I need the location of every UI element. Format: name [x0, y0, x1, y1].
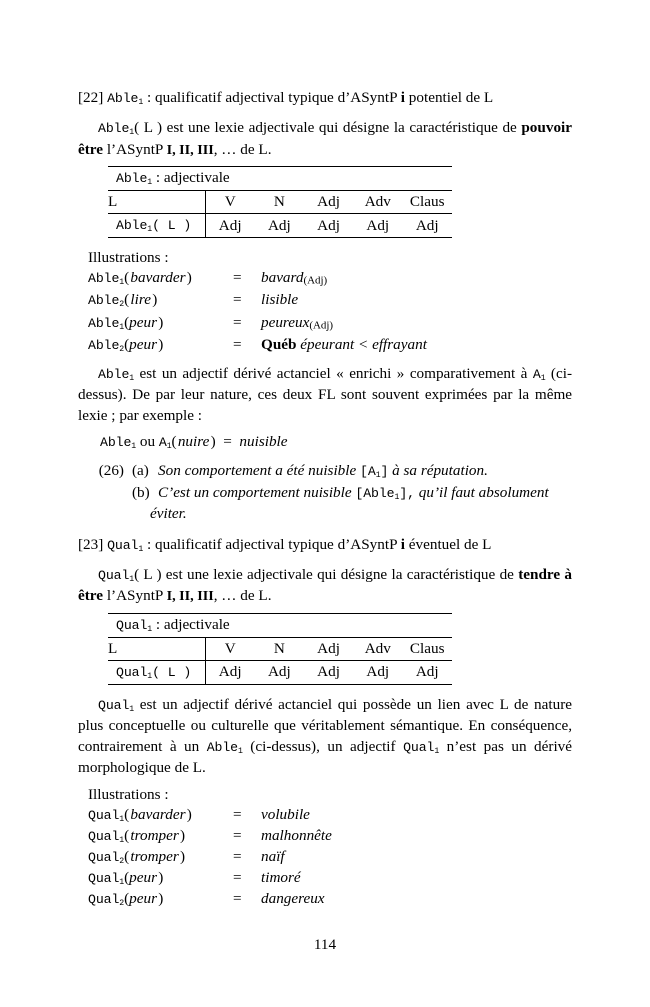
formula-argument: nuire: [177, 433, 210, 451]
illustration-result-prefix: Québ: [261, 335, 297, 353]
example-sentence: C’est un comportement nuisible: [158, 483, 356, 501]
illustration-lhs: Qual$_1$( tromper ): [88, 826, 186, 845]
table-cell-adv-qual: Adj: [353, 660, 402, 684]
paragraph-text-22-c: , … de L.: [213, 140, 272, 158]
fl-table-able: [108, 166, 452, 238]
commentary-ref-23: Able$_1$: [206, 739, 243, 756]
illustrations-able: [82, 248, 572, 356]
example-continuation: éviter.: [150, 505, 187, 523]
illustration-row: [88, 268, 572, 290]
illustration-argument: tromper: [130, 826, 179, 844]
table-header-row-able: [108, 191, 452, 214]
illustration-result: malhonnête: [261, 826, 332, 844]
example-text: [158, 461, 572, 483]
illustration-equals: =: [233, 335, 242, 353]
example-row: [78, 461, 572, 483]
example-annotation: [Able$_1$],: [355, 485, 415, 502]
example-sentence-tail: qu’il faut absolument: [414, 483, 549, 501]
illustration-equals: =: [233, 269, 242, 286]
formula-conjunction: ou: [136, 433, 159, 451]
illustration-rhs: [261, 805, 572, 826]
illustration-row: [88, 805, 572, 826]
table-header-cell-n: N: [255, 191, 304, 214]
table-caption-able: Able$_1$ : adjectivale: [108, 167, 452, 191]
illustration-argument: peur: [129, 313, 157, 331]
table-header-cell-n: N: [255, 637, 304, 660]
paragraph-text-22-a: ( L ) est une lexie adjectivale qui désigne la caractéristique de: [134, 119, 522, 136]
table-cell-n-qual: Adj: [255, 660, 304, 684]
illustrations-title-able: Illustrations :: [88, 249, 169, 266]
entry-definition-tail-23: éventuel de L: [405, 535, 492, 553]
entry-heading-23: [78, 535, 572, 556]
illustration-equals: =: [233, 291, 242, 309]
illustration-lhs: Qual$_2$( tromper ): [88, 847, 186, 866]
table-cell-claus-able: Adj: [402, 214, 452, 238]
entry-number-22: [22]: [78, 89, 104, 106]
asyntp-index-23: i: [400, 535, 405, 553]
example-number: (26): [98, 462, 124, 480]
commentary-text-22-a: est un adjectif dérivé actanciel « enrichi » comparativement à: [134, 364, 533, 382]
entry-paragraph-23: [78, 565, 572, 607]
bold-phrase-23: tendre à être: [78, 565, 572, 605]
example-number-spacer: [78, 483, 132, 505]
table-header-cell-v: V: [205, 637, 255, 660]
illustration-equals: =: [233, 889, 242, 907]
table-value-row-qual: [108, 660, 452, 684]
table-cell-adj-able: Adj: [304, 214, 353, 238]
illustration-rhs: [261, 826, 572, 847]
illustration-result-tag: (Adj): [309, 318, 334, 331]
table-row-label-able: Able$_1$( L ): [108, 214, 205, 238]
illustration-lhs: Able$_2$( lire ): [88, 291, 158, 310]
paragraph-text-22-b: l’ASyntP: [103, 140, 167, 158]
table-row-label-qual: Qual$_1$( L ): [108, 660, 205, 684]
illustration-lhs: Able$_1$( bavarder ): [88, 269, 192, 287]
table-header-cell-adv: Adv: [353, 191, 402, 214]
table-caption-row-qual: [108, 613, 452, 637]
illustration-rhs: [261, 268, 572, 290]
example-sentence-tail: à sa réputation.: [388, 462, 488, 480]
lead-term-22: Able$_1$: [98, 121, 135, 137]
commentary-lead-22: Able$_1$: [98, 366, 135, 383]
illustration-argument: lire: [130, 291, 151, 309]
illustration-result: dangereux: [261, 889, 325, 907]
illustration-row: [88, 290, 572, 312]
table-header-cell-adj: Adj: [304, 191, 353, 214]
illustration-equals: =: [233, 847, 242, 865]
roman-numerals-22: I, II, III: [166, 141, 214, 158]
entry-commentary-23: [78, 695, 572, 779]
entry-definition-23: : qualificatif adjectival typique d’ASyntP: [143, 535, 401, 553]
entry-term-22: Able$_1$: [107, 91, 144, 107]
illustration-result: lisible: [261, 291, 299, 309]
example-text: [158, 483, 572, 505]
table-header-cell-adj: Adj: [304, 637, 353, 660]
illustration-argument: peur: [129, 868, 157, 886]
illustration-rhs: [261, 889, 572, 910]
fl-table-qual: [108, 613, 452, 685]
table-header-row-qual: [108, 637, 452, 660]
entry-term-23: Qual$_1$: [107, 537, 144, 554]
table-cell-adv-able: Adj: [353, 214, 402, 238]
illustration-rhs: [261, 868, 572, 889]
entry-paragraph-22: [78, 118, 572, 160]
illustration-row: [88, 847, 572, 868]
illustration-argument: tromper: [130, 847, 179, 865]
illustration-result-tag: (Adj): [303, 274, 328, 287]
table-header-cell-v: V: [205, 191, 255, 214]
table-header-cell-adv: Adv: [353, 637, 402, 660]
entry-commentary-22: [78, 364, 572, 427]
illustration-lhs: Qual$_1$( bavarder ): [88, 805, 192, 824]
table-header-cell-claus: Claus: [402, 637, 452, 660]
illustration-rhs: [261, 847, 572, 868]
table-value-row-able: [108, 214, 452, 238]
illustration-equals: =: [233, 313, 242, 331]
examples-block-26: [78, 461, 572, 525]
commentary-text-22-b: (ci-dessus). De par leur nature, ces deux FL sont souvent exprimées par la même lexie ; par exemple :: [78, 364, 573, 424]
entry-heading-22: [78, 88, 572, 109]
illustration-argument: bavarder: [130, 805, 186, 823]
example-annotation: $[A_1]$: [360, 464, 389, 481]
paragraph-text-23-b: l’ASyntP: [103, 587, 167, 605]
table-cell-n-able: Adj: [255, 214, 304, 238]
table-caption-qual: Qual$_1$ : adjectivale: [108, 613, 452, 637]
illustration-equals: =: [233, 805, 242, 823]
illustration-lhs: Qual$_1$(peur ): [88, 868, 164, 887]
illustration-rhs: [261, 313, 572, 335]
illustration-argument: bavarder: [130, 269, 186, 286]
table-cell-v-able: Adj: [205, 214, 255, 238]
illustration-row: [88, 335, 572, 356]
illustration-rhs: [261, 290, 572, 312]
page-number: 114: [313, 936, 337, 953]
bold-phrase-22: pouvoir être: [78, 119, 572, 158]
illustration-lhs: Qual$_2$(peur ): [88, 889, 164, 908]
table-header-cell-l: L: [108, 191, 205, 214]
table-header-cell-claus: Claus: [402, 191, 452, 214]
illustration-row: [88, 313, 572, 335]
commentary-text-23-a: est un adjectif dérivé actanciel qui possède un lien avec L de nature plus conceptuelle ou culturelle que véritablement sémantique. En conséquence, contrairement à un: [78, 695, 572, 755]
table-cell-claus-qual: Adj: [402, 660, 452, 684]
roman-numerals-23: I, II, III: [166, 588, 214, 605]
illustration-row: [88, 868, 572, 889]
illustration-result: naïf: [261, 847, 285, 865]
example-letter: (b): [132, 483, 150, 501]
illustration-result: timoré: [261, 868, 301, 886]
formula-equals: =: [223, 433, 232, 451]
table-header-cell-l: L: [108, 637, 205, 660]
lead-term-23: Qual$_1$: [98, 567, 135, 584]
illustration-result: épeurant < effrayant: [300, 335, 427, 353]
table-caption-row-able: [108, 167, 452, 191]
illustration-argument: peur: [129, 335, 157, 353]
illustration-lhs: Able$_1$(peur ): [88, 313, 164, 332]
entry-number-23: [23]: [78, 535, 104, 553]
commentary-ref2-23: Qual$_1$: [403, 739, 440, 756]
commentary-text-23-b: (ci-dessus), un adjectif: [242, 737, 404, 755]
entry-definition-22: : qualificatif adjectival typique d’ASyntP: [143, 89, 401, 106]
illustration-rhs: [261, 335, 572, 356]
example-sentence: Son comportement a été nuisible: [158, 462, 361, 480]
illustration-lhs: Able$_2$(peur ): [88, 335, 164, 354]
illustrations-qual: [82, 785, 572, 910]
illustration-equals: =: [233, 868, 242, 886]
illustration-argument: peur: [129, 889, 157, 907]
commentary-ref-22: $A_1$: [532, 366, 546, 383]
paragraph-text-23-a: ( L ) est une lexie adjectivale qui désigne la caractéristique de: [134, 565, 519, 583]
example-row: [78, 483, 572, 505]
paragraph-text-23-c: , … de L.: [213, 587, 272, 605]
illustration-row: [88, 889, 572, 910]
formula-line-nuire: Able$_1$ ou $A_1$( nuire ) = nuisible: [100, 433, 288, 452]
illustrations-title-qual: Illustrations :: [88, 785, 169, 803]
asyntp-index-22: i: [400, 89, 405, 106]
commentary-text-23-c: n’est pas un dérivé morphologique de L.: [78, 737, 573, 777]
commentary-lead-23: Qual$_1$: [98, 697, 135, 714]
page-content: [78, 88, 572, 918]
illustration-equals: =: [233, 826, 242, 844]
table-cell-adj-qual: Adj: [304, 660, 353, 684]
illustration-result: bavard: [261, 269, 304, 286]
illustration-row: [88, 826, 572, 847]
illustration-result: peureux: [261, 313, 310, 331]
example-letter: (a): [132, 462, 149, 480]
formula-result: nuisible: [239, 433, 288, 451]
illustration-result: volubile: [261, 805, 310, 823]
entry-definition-tail-22: potentiel de L: [405, 89, 494, 106]
table-cell-v-qual: Adj: [205, 660, 255, 684]
